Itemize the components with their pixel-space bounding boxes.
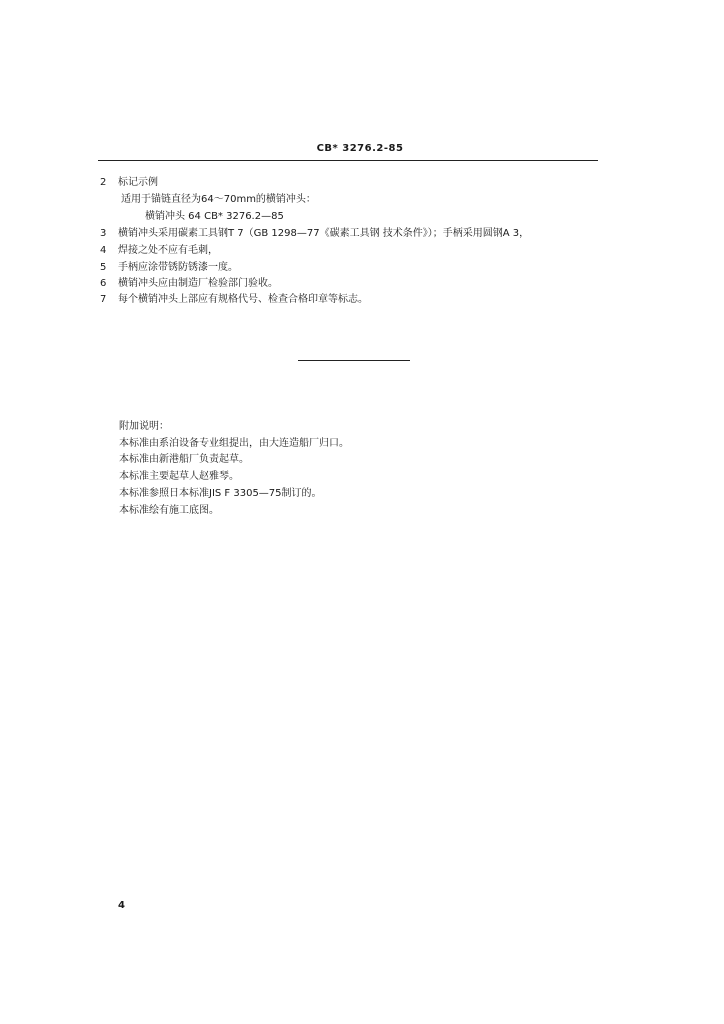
standard-code-header: CB* 3276.2-85 [316,143,404,154]
item-text: 横销冲头应由制造厂检验部门验收。 [118,278,278,289]
notes-title: 附加说明： [119,421,169,432]
list-item-5 [100,262,238,274]
note-line: 本标准绘有施工底图。 [119,505,219,516]
item-number: 3 [100,228,107,239]
note-line: 本标准由新港船厂负责起草。 [119,454,249,465]
item-text: 焊接之处不应有毛刺， [118,245,218,256]
item-number: 7 [100,294,107,305]
note-line: 本标准主要起草人赵雅琴。 [119,471,239,482]
note-line: 本标准由系泊设备专业组提出，由大连造船厂归口。 [119,438,349,449]
list-item-7 [100,294,368,306]
item-text: 每个横销冲头上部应有规格代号、检查合格印章等标志。 [118,294,368,305]
end-rule [298,360,410,361]
list-item-6 [100,278,278,290]
item-number: 4 [100,245,107,256]
example-designation: 横销冲头 64 CB* 3276.2—85 [145,211,284,222]
item-text: 标记示例 [118,177,158,188]
item-text: 横销冲头采用碳素工具钢T 7（GB 1298—77《碳素工具钢 技术条件》）；手柄采用圆钢A 3， [118,228,530,239]
page-number: 4 [118,900,125,911]
item-number: 2 [100,177,107,188]
list-item-3 [100,228,529,240]
item-number: 5 [100,262,107,273]
example-description: 适用于锚链直径为64～70mm的横销冲头： [121,194,316,205]
list-item-2 [100,177,158,189]
header-rule [98,160,598,161]
list-item-4 [100,245,218,257]
note-line: 本标准参照日本标准JIS F 3305—75制订的。 [119,488,322,499]
item-text: 手柄应涂带锈防锈漆一度。 [118,262,238,273]
item-number: 6 [100,278,107,289]
